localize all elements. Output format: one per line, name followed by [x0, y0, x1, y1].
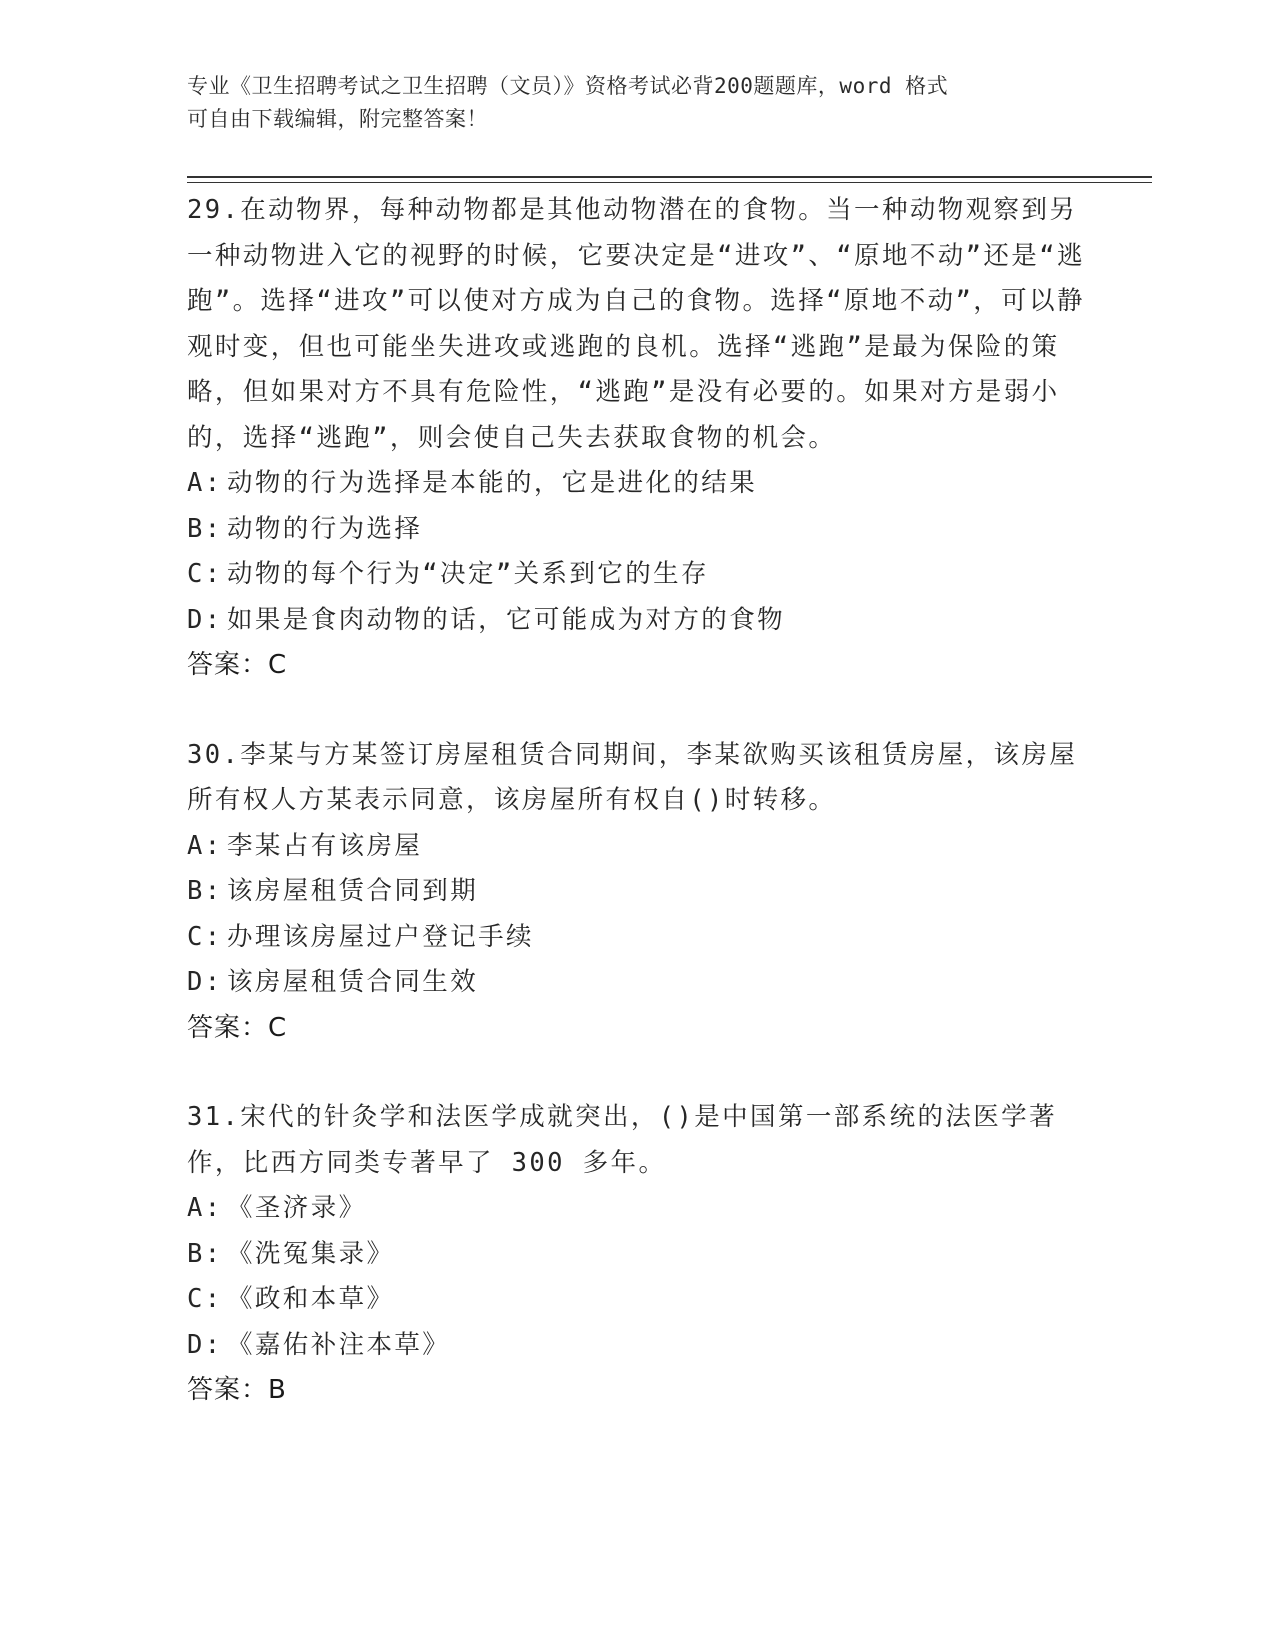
option-d: [187, 960, 1087, 1006]
option-letter: C:: [187, 559, 223, 589]
option-c: [187, 552, 1087, 598]
header-divider-thin: [187, 182, 1152, 183]
option-letter: A:: [187, 1193, 223, 1223]
question-text: 31.宋代的针灸学和法医学成就突出，()是中国第一部系统的法医学著作，比西方同类专著早了 300 多年。: [187, 1102, 1057, 1178]
option-letter: B:: [187, 1238, 223, 1269]
option-text: 《嘉佑补注本草》: [227, 1329, 451, 1360]
option-b: [187, 1232, 1087, 1278]
option-b: [187, 507, 1087, 553]
header-line-1: 专业《卫生招聘考试之卫生招聘（文员）》资格考试必背200题题库，word 格式: [187, 74, 949, 98]
question-31: [187, 1095, 1087, 1414]
option-letter: D:: [187, 604, 223, 635]
option-text: 李某占有该房屋: [227, 830, 423, 861]
option-text: 动物的行为选择: [227, 513, 423, 544]
option-d: [187, 598, 1087, 644]
option-text: 办理该房屋过户登记手续: [227, 921, 534, 952]
question-list: [187, 188, 1087, 1458]
option-b: [187, 869, 1087, 915]
question-30: [187, 733, 1087, 1052]
option-a: [187, 1186, 1087, 1232]
option-c: [187, 915, 1087, 961]
option-letter: A:: [187, 468, 223, 498]
option-letter: C:: [187, 1284, 223, 1314]
option-text: 如果是食肉动物的话，它可能成为对方的食物: [227, 604, 786, 635]
option-a: [187, 824, 1087, 870]
document-header: [187, 70, 1087, 136]
answer-label: 答案：C: [187, 1012, 288, 1043]
option-text: 该房屋租赁合同到期: [227, 876, 479, 906]
header-divider-thick: [187, 176, 1152, 178]
option-c: [187, 1277, 1087, 1323]
answer-label: 答案：B: [187, 1375, 287, 1405]
option-text: 该房屋租赁合同生效: [227, 967, 479, 997]
question-text: 30.李某与方某签订房屋租赁合同期间，李某欲购买该租赁房屋，该房屋所有权人方某表示同意，该房屋所有权自()时转移。: [187, 739, 1078, 815]
option-text: 动物的行为选择是本能的，它是进化的结果: [227, 468, 758, 498]
header-line-2: 可自由下载编辑，附完整答案！: [187, 107, 488, 131]
option-text: 《政和本草》: [227, 1284, 395, 1314]
option-text: 《圣济录》: [227, 1193, 367, 1223]
answer-label: 答案：C: [187, 650, 288, 680]
option-letter: D:: [187, 967, 223, 997]
option-text: 《洗冤集录》: [227, 1238, 395, 1269]
option-letter: B:: [187, 876, 223, 906]
question-29: [187, 188, 1087, 689]
option-letter: B:: [187, 513, 223, 544]
question-text: 29.在动物界，每种动物都是其他动物潜在的食物。当一种动物观察到另一种动物进入它的视野的时候，它要决定是“进攻”、“原地不动”还是“逃跑”。选择“进攻”可以使对方成为自己的食物。选择“原地不动”，可以静观时变，但也可能坐失进攻或逃跑的良机。选择“逃跑”是最为保险的策略，但如果对方不具有危险性，“逃跑”是没有必要的。如果对方是弱小的，选择“逃跑”，则会使自己失去获取食物的机会。: [187, 195, 1085, 453]
option-letter: D:: [187, 1329, 223, 1360]
option-letter: A:: [187, 830, 223, 861]
option-d: [187, 1323, 1087, 1369]
option-text: 动物的每个行为“决定”关系到它的生存: [227, 559, 709, 589]
option-letter: C:: [187, 921, 223, 952]
option-a: [187, 461, 1087, 507]
